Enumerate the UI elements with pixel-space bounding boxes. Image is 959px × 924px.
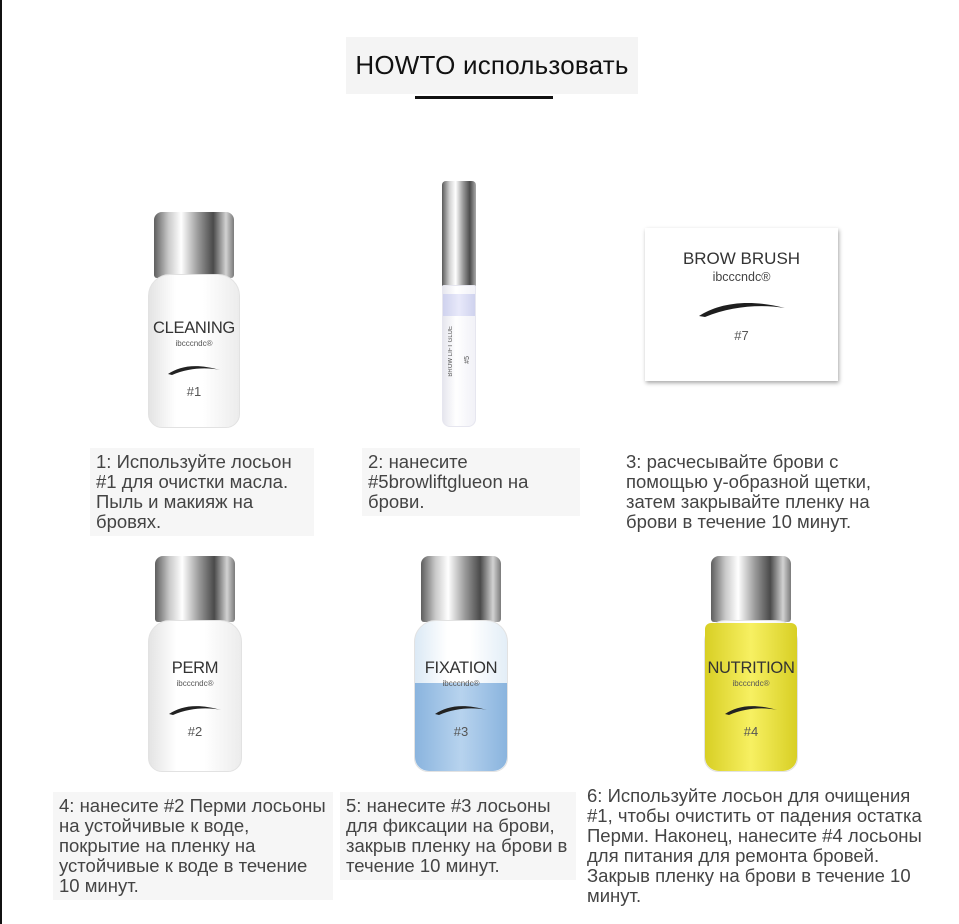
bottle-cap: [155, 556, 235, 622]
product-name: CLEANING: [153, 319, 235, 337]
brand-label: ibcccndc®: [442, 679, 480, 688]
eyebrow-icon: [167, 702, 223, 716]
step-5-caption: 5: нанесите #3 лосьоны для фиксации на брови, закрыв пленку на брови в течение 10 минут.: [340, 792, 576, 880]
brand-label: ibcccndc®: [176, 679, 214, 688]
eyebrow-icon: [166, 362, 222, 376]
product-name: FIXATION: [424, 659, 498, 677]
bottle-body: [148, 620, 242, 772]
product-number: #1: [186, 384, 202, 399]
tube-cap: [442, 181, 476, 287]
tube-label: BROW LIFT GLUE: [448, 326, 454, 377]
product-number: #2: [187, 724, 203, 739]
tube-number: #5: [464, 356, 471, 364]
card-number: #7: [734, 328, 749, 343]
nutrition-bottle: [704, 556, 798, 772]
brow-brush-card: [645, 228, 838, 381]
step-3-caption: 3: расчесывайте брови с помощью у-образной щетки, затем закрывайте пленку на брови в течение 10 минут.: [626, 451, 872, 532]
bottle-cap: [421, 556, 501, 622]
product-number: #4: [743, 724, 759, 739]
brow-lift-glue-tube: [434, 181, 484, 427]
eyebrow-icon: [697, 296, 787, 318]
tube-band: [443, 294, 475, 316]
product-name: NUTRITION: [707, 659, 795, 677]
step-4-caption: 4: нанесите #2 Перми лосьоны на устойчивые к воде, покрытие на пленку на устойчивые к воде в течение 10 минут.: [53, 792, 333, 900]
step-1-caption: 1: Используйте лосьон #1 для очистки масла. Пыль и макияж на бровях.: [90, 448, 314, 536]
step-6-caption: 6: Используйте лосьон для очищения #1, чтобы очистить от падения остатка Перми. Наконец, нанесите #4 лосьоны для питания для ремонта бровей. Закрыв пленку на брови в течение 10 минут.: [587, 785, 922, 906]
fixation-bottle: [414, 556, 508, 772]
step-2-caption: 2: нанесите #5browliftglueon на брови.: [362, 448, 580, 516]
bottle-cap: [154, 212, 234, 278]
cleaning-bottle: [148, 212, 240, 428]
page-title: HOWTO использовать: [346, 37, 638, 94]
product-number: #3: [453, 724, 469, 739]
eyebrow-icon: [723, 702, 779, 716]
product-name: PERM: [171, 659, 219, 677]
perm-bottle: [148, 556, 242, 772]
card-title: BROW BRUSH: [682, 249, 801, 268]
eyebrow-icon: [433, 702, 489, 716]
left-border: [0, 0, 2, 924]
brand-label: ibcccndc®: [732, 679, 770, 688]
bottle-cap: [711, 556, 791, 622]
tube-body: [442, 285, 476, 427]
bottle-body: [148, 274, 240, 428]
title-underline: [415, 96, 553, 99]
brand-label: ibcccndc®: [175, 339, 213, 348]
bottle-body: [414, 620, 508, 772]
bottle-body: [704, 620, 798, 772]
card-brand: ibcccndc®: [712, 270, 771, 284]
